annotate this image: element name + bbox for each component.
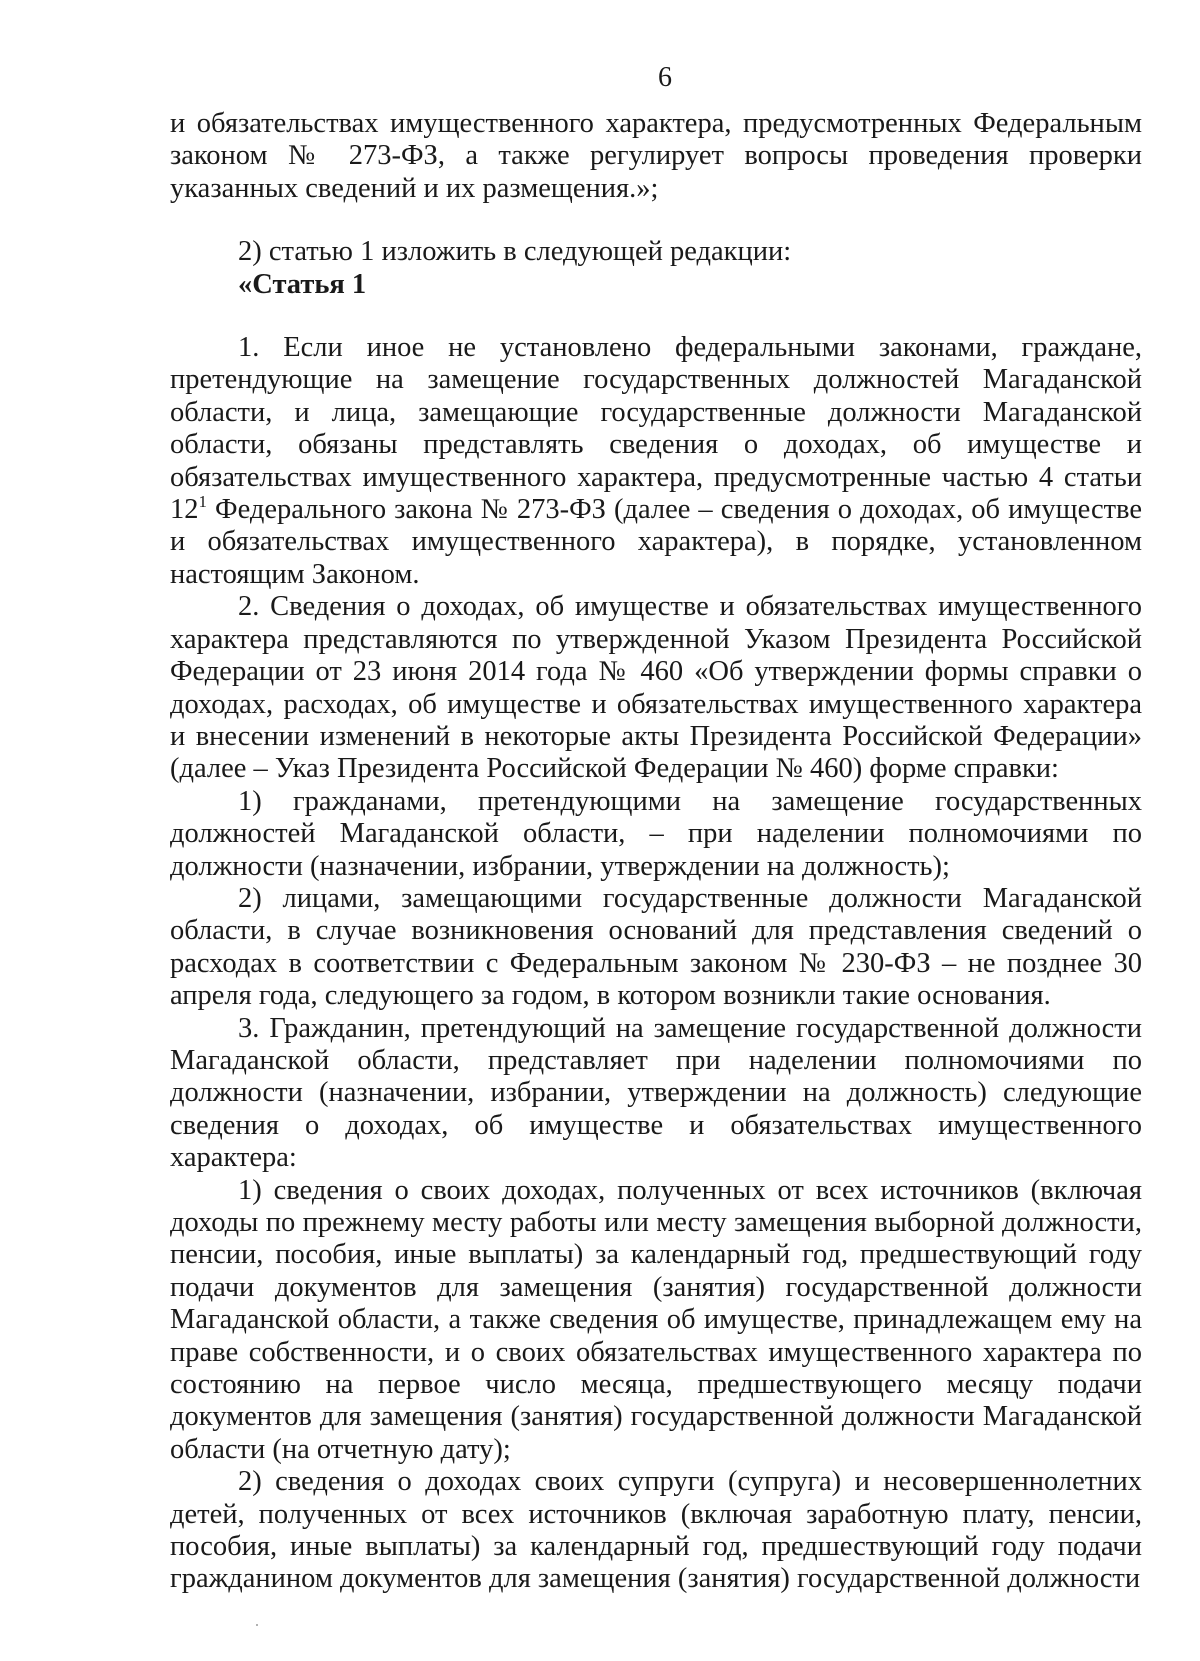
article-part-3: 3. Гражданин, претендующий на замещение государственной должности Магаданской области, представляет при наделении полномочиями по должности (назначении, избрании, утверждении на должность) следующие сведения о доходах, об имуществе и обязательствах имущественного характера: xyxy=(170,1012,1142,1174)
superscript-1: 1 xyxy=(198,492,207,512)
paragraph-continuation: и обязательствах имущественного характера, предусмотренных Федеральным законом № 273-ФЗ, а также регулирует вопросы проведения проверки указанных сведений и их размещения.»; xyxy=(170,108,1142,204)
scan-speck xyxy=(256,1624,258,1626)
article-part-1-text-cont: Федерального закона № 273-ФЗ (далее – сведения о доходах, об имуществе и обязательствах имущественного характера), в порядке, установленном настоящим Законом. xyxy=(170,494,1142,590)
article-part-2: 2. Сведения о доходах, об имуществе и обязательствах имущественного характера представляются по утвержденной Указом Президента Российской Федерации от 23 июня 2014 года № 460 «Об утверждении формы справки о доходах, расходах, об имуществе и обязательствах имущественного характера и внесении изменений в некоторые акты Президента Российской Федерации» (далее – Указ Президента Российской Федерации № 460) форме справки: xyxy=(170,591,1142,785)
document-body xyxy=(170,108,1142,1596)
amendment-item-2: 2) статью 1 изложить в следующей редакции: xyxy=(238,236,792,268)
article-part-1-text: 1. Если иное не установлено федеральными законами, граждане, претендующие на замещение государственных должностей Магаданской области, и лица, замещающие государственные должности Магаданской области, обязаны представлять сведения о доходах, об имуществе и обязательствах имущественного характера, предусмотренные частью 4 статьи 12 xyxy=(170,332,1142,526)
part-3-item-2: 2) сведения о доходах своих супруги (супруга) и несовершеннолетних детей, полученных от всех источников (включая заработную плату, пенсии, пособия, иные выплаты) за календарный год, предшествующий году подачи гражданином документов для замещения (занятия) государственной должности xyxy=(170,1466,1142,1595)
part-3-item-1: 1) сведения о своих доходах, полученных от всех источников (включая доходы по прежнему месту работы или месту замещения выборной должности, пенсии, пособия, иные выплаты) за календарный год, предшествующий году подачи документов для замещения (занятия) государственной должности Магаданской области, а также сведения об имуществе, принадлежащем ему на праве собственности, и о своих обязательствах имущественного характера по состоянию на первое число месяца, предшествующего месяцу подачи документов для замещения (занятия) государственной должности Магаданской области (на отчетную дату); xyxy=(170,1174,1142,1465)
article-part-1 xyxy=(170,332,1142,591)
page-number: 6 xyxy=(658,62,672,93)
part-2-item-1: 1) гражданами, претендующими на замещение государственных должностей Магаданской области, – при наделении полномочиями по должности (назначении, избрании, утверждении на должность); xyxy=(170,785,1142,882)
article-heading: «Статья 1 xyxy=(238,268,367,300)
part-2-item-2: 2) лицами, замещающими государственные должности Магаданской области, в случае возникновения оснований для представления сведений о расходах в соответствии с Федеральным законом № 230-ФЗ – не позднее 30 апреля года, следующего за годом, в котором возникли такие основания. xyxy=(170,882,1142,1012)
